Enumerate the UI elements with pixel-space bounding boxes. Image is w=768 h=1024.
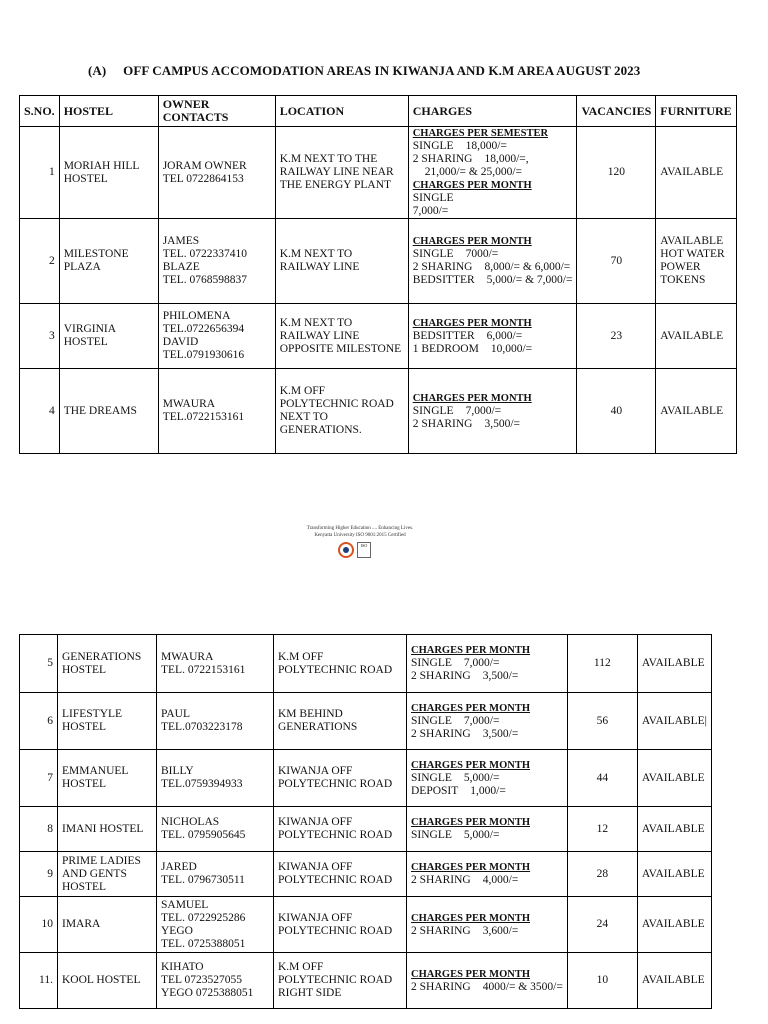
charge-value: 3,600/= xyxy=(482,924,519,937)
charges-line xyxy=(413,418,573,431)
row-owner-contacts: PHILOMENA TEL.0722656394 DAVID TEL.0791930616 xyxy=(158,304,275,369)
header-furniture: FURNITURE xyxy=(656,96,736,127)
row-charges xyxy=(407,852,568,897)
row-vacancies: 23 xyxy=(577,304,656,369)
row-owner-contacts: JORAM OWNER TEL 0722864153 xyxy=(158,127,275,219)
charge-value: 5,000/= & 7,000/= xyxy=(486,274,573,286)
charge-value: 4,000/= xyxy=(482,874,519,886)
row-vacancies: 44 xyxy=(567,750,637,807)
row-vacancies: 112 xyxy=(567,635,637,693)
row-location: K.M OFF POLYTECHNIC ROAD RIGHT SIDE xyxy=(274,953,407,1009)
table-row xyxy=(20,693,712,750)
charges-heading: CHARGES PER MONTH xyxy=(411,817,531,828)
charges-line xyxy=(411,670,563,683)
table-body-part-2 xyxy=(20,635,712,1009)
charges-line xyxy=(413,248,573,261)
table-row xyxy=(20,807,712,852)
title-text: OFF CAMPUS ACCOMODATION AREAS IN KIWANJA AND K.M AREA AUGUST 2023 xyxy=(123,63,641,78)
row-location: K.M NEXT TO RAILWAY LINE xyxy=(275,219,408,304)
charges-line xyxy=(413,405,573,418)
charge-value: 7,000/= xyxy=(463,714,500,727)
row-charges xyxy=(408,304,577,369)
footer-logos xyxy=(338,542,371,558)
charges-line xyxy=(411,874,563,887)
row-furniture: AVAILABLE xyxy=(637,635,711,693)
charge-value: 3,500/= xyxy=(484,417,520,430)
charges-heading: CHARGES PER MONTH xyxy=(411,912,531,924)
table-row xyxy=(20,127,737,219)
charges-heading: CHARGES PER MONTH xyxy=(411,645,531,656)
charge-value: 1,000/= xyxy=(470,784,506,797)
table-row xyxy=(20,219,737,304)
page-title xyxy=(88,63,640,79)
charge-value: 7000/= xyxy=(465,248,499,260)
row-hostel: GENERATIONS HOSTEL xyxy=(58,635,157,693)
row-furniture: AVAILABLE xyxy=(637,852,711,897)
charge-label: SINGLE xyxy=(411,714,452,727)
row-charges xyxy=(408,127,577,219)
charges-line xyxy=(413,261,573,274)
charge-label: BEDSITTER xyxy=(412,274,475,286)
charges-heading: CHARGES PER MONTH xyxy=(412,236,532,247)
row-furniture: AVAILABLE xyxy=(637,897,711,953)
row-owner-contacts: MWAURA TEL. 0722153161 xyxy=(157,635,274,693)
charges-line xyxy=(411,657,563,670)
charges-line xyxy=(411,715,563,728)
charge-value: 18,000/=, xyxy=(484,153,529,165)
charge-label: DEPOSIT xyxy=(411,784,459,797)
charge-label: 2 SHARING xyxy=(411,980,471,993)
table-row xyxy=(20,852,712,897)
charges-line xyxy=(413,330,573,343)
row-charges xyxy=(408,219,577,304)
charge-label: BEDSITTER xyxy=(412,329,475,342)
footer xyxy=(0,525,720,539)
row-vacancies: 12 xyxy=(567,807,637,852)
charge-label: 2 SHARING xyxy=(411,924,471,937)
row-furniture: AVAILABLE| xyxy=(637,693,711,750)
row-owner-contacts: KIHATO TEL 0723527055 YEGO 0725388051 xyxy=(157,953,274,1009)
row-location: K.M NEXT TO RAILWAY LINE OPPOSITE MILESTONE xyxy=(275,304,408,369)
footer-certification: Kenyatta University ISO 9001:2015 Certified xyxy=(314,533,406,538)
charges-line xyxy=(411,728,563,741)
charge-label: SINGLE xyxy=(411,657,452,669)
row-owner-contacts: NICHOLAS TEL. 0795905645 xyxy=(157,807,274,852)
row-hostel: MORIAH HILL HOSTEL xyxy=(59,127,158,219)
charges-line xyxy=(411,981,563,994)
row-charges xyxy=(407,897,568,953)
charge-value: 5,000/= xyxy=(463,829,500,841)
row-hostel: KOOL HOSTEL xyxy=(58,953,157,1009)
row-charges xyxy=(407,750,568,807)
charges-line xyxy=(413,205,573,218)
charge-label: SINGLE xyxy=(412,248,454,260)
title-prefix: (A) xyxy=(88,63,107,78)
row-sno: 4 xyxy=(20,369,60,454)
row-hostel: LIFESTYLE HOSTEL xyxy=(58,693,157,750)
table-row xyxy=(20,897,712,953)
row-owner-contacts: JARED TEL. 0796730511 xyxy=(157,852,274,897)
row-location: K.M NEXT TO THE RAILWAY LINE NEAR THE ENERGY PLANT xyxy=(275,127,408,219)
row-charges xyxy=(407,693,568,750)
table-body-part-1 xyxy=(20,127,737,454)
row-hostel: VIRGINIA HOSTEL xyxy=(59,304,158,369)
row-sno: 2 xyxy=(20,219,60,304)
header-charges: CHARGES xyxy=(408,96,577,127)
charges-line xyxy=(413,343,573,356)
row-sno: 9 xyxy=(20,852,58,897)
accommodation-table-part-2 xyxy=(19,634,712,1009)
charge-label: 2 SHARING xyxy=(412,153,473,165)
iso-badge-icon: ISO xyxy=(357,542,371,558)
header-sno: S.NO. xyxy=(20,96,60,127)
charges-line xyxy=(413,140,573,153)
row-vacancies: 120 xyxy=(577,127,656,219)
charges-line xyxy=(411,772,563,785)
charge-label: SINGLE xyxy=(412,404,454,417)
footer-slogan: Transforming Higher Education .... Enhancing Lives. xyxy=(306,526,414,531)
charge-value: 3,500/= xyxy=(482,727,519,740)
row-hostel: THE DREAMS xyxy=(59,369,158,454)
charge-value: 21,000/= & 25,000/= xyxy=(424,166,522,178)
accommodation-table-part-1 xyxy=(19,95,737,454)
row-vacancies: 10 xyxy=(567,953,637,1009)
charge-value: 3,500/= xyxy=(482,670,519,682)
row-location: KIWANJA OFF POLYTECHNIC ROAD xyxy=(274,852,407,897)
charge-label: 2 SHARING xyxy=(411,727,471,740)
row-furniture: AVAILABLE xyxy=(656,127,736,219)
charge-label: 7,000/= xyxy=(412,205,449,217)
charge-label: 2 SHARING xyxy=(412,261,473,273)
row-hostel: PRIME LADIES AND GENTS HOSTEL xyxy=(58,852,157,897)
header-owner: OWNER CONTACTS xyxy=(158,96,275,127)
charges-heading: CHARGES PER MONTH xyxy=(411,759,531,771)
charges-line xyxy=(411,925,563,938)
charges-line xyxy=(413,153,573,166)
charges-heading: CHARGES PER SEMESTER xyxy=(412,128,549,139)
header-hostel: HOSTEL xyxy=(59,96,158,127)
row-sno: 11. xyxy=(20,953,58,1009)
table-row xyxy=(20,369,737,454)
charge-value: 8,000/= & 6,000/= xyxy=(484,261,571,273)
row-location: KIWANJA OFF POLYTECHNIC ROAD xyxy=(274,750,407,807)
row-furniture: AVAILABLE HOT WATER POWER TOKENS xyxy=(656,219,736,304)
charge-value: 7,000/= xyxy=(463,657,500,669)
table-row xyxy=(20,635,712,693)
row-furniture: AVAILABLE xyxy=(637,750,711,807)
charge-value: 18,000/= xyxy=(465,140,507,152)
charges-line xyxy=(411,829,563,842)
row-owner-contacts: BILLY TEL.0759394933 xyxy=(157,750,274,807)
table-row xyxy=(20,304,737,369)
row-vacancies: 40 xyxy=(577,369,656,454)
row-hostel: MILESTONE PLAZA xyxy=(59,219,158,304)
row-charges xyxy=(407,635,568,693)
row-charges xyxy=(407,953,568,1009)
charge-value: 7,000/= xyxy=(465,404,502,417)
row-owner-contacts: SAMUEL TEL. 0722925286 YEGO TEL. 0725388051 xyxy=(157,897,274,953)
row-sno: 3 xyxy=(20,304,60,369)
row-location: K.M OFF POLYTECHNIC ROAD xyxy=(274,635,407,693)
row-sno: 8 xyxy=(20,807,58,852)
row-owner-contacts: JAMES TEL. 0722337410 BLAZE TEL. 0768598837 xyxy=(158,219,275,304)
charges-line xyxy=(413,166,573,179)
charge-label: 2 SHARING xyxy=(412,417,473,430)
charge-value: 6,000/= xyxy=(486,329,523,342)
charge-label: 2 SHARING xyxy=(411,874,471,886)
row-furniture: AVAILABLE xyxy=(637,807,711,852)
row-sno: 6 xyxy=(20,693,58,750)
row-vacancies: 28 xyxy=(567,852,637,897)
table-row xyxy=(20,953,712,1009)
row-location: K.M OFF POLYTECHNIC ROAD NEXT TO GENERATIONS. xyxy=(275,369,408,454)
row-vacancies: 24 xyxy=(567,897,637,953)
table-row xyxy=(20,750,712,807)
row-furniture: AVAILABLE xyxy=(656,369,736,454)
header-vacancies: VACANCIES xyxy=(577,96,656,127)
header-location: LOCATION xyxy=(275,96,408,127)
row-location: KM BEHIND GENERATIONS xyxy=(274,693,407,750)
charges-heading: CHARGES PER MONTH xyxy=(411,968,531,980)
charge-label: SINGLE xyxy=(411,771,452,784)
row-hostel: IMARA xyxy=(58,897,157,953)
row-sno: 10 xyxy=(20,897,58,953)
charge-value: 10,000/= xyxy=(490,342,533,355)
row-sno: 7 xyxy=(20,750,58,807)
charges-heading: CHARGES PER MONTH xyxy=(412,180,532,191)
charge-label: SINGLE xyxy=(411,829,452,841)
row-location: KIWANJA OFF POLYTECHNIC ROAD xyxy=(274,897,407,953)
table-header-row xyxy=(20,96,737,127)
row-hostel: EMMANUEL HOSTEL xyxy=(58,750,157,807)
charge-label: SINGLE xyxy=(412,140,454,152)
charge-label: 1 BEDROOM xyxy=(412,342,479,355)
charges-heading: CHARGES PER MONTH xyxy=(411,702,531,714)
row-furniture: AVAILABLE xyxy=(656,304,736,369)
row-owner-contacts: PAUL TEL.0703223178 xyxy=(157,693,274,750)
charges-heading: CHARGES PER MONTH xyxy=(412,392,532,404)
charge-label: 2 SHARING xyxy=(411,670,471,682)
row-furniture: AVAILABLE xyxy=(637,953,711,1009)
row-charges xyxy=(408,369,577,454)
charges-line xyxy=(411,785,563,798)
charge-value: 4000/= & 3500/= xyxy=(482,980,563,993)
row-location: KIWANJA OFF POLYTECHNIC ROAD xyxy=(274,807,407,852)
row-owner-contacts: MWAURA TEL.0722153161 xyxy=(158,369,275,454)
charges-heading: CHARGES PER MONTH xyxy=(411,862,531,873)
charge-label: SINGLE xyxy=(412,192,454,204)
charges-line xyxy=(413,274,573,287)
row-vacancies: 70 xyxy=(577,219,656,304)
row-sno: 1 xyxy=(20,127,60,219)
university-logo-icon xyxy=(338,542,354,558)
charges-heading: CHARGES PER MONTH xyxy=(412,317,532,329)
row-hostel: IMANI HOSTEL xyxy=(58,807,157,852)
row-charges xyxy=(407,807,568,852)
row-sno: 5 xyxy=(20,635,58,693)
charge-value: 5,000/= xyxy=(463,771,500,784)
charges-line xyxy=(413,192,573,205)
row-vacancies: 56 xyxy=(567,693,637,750)
